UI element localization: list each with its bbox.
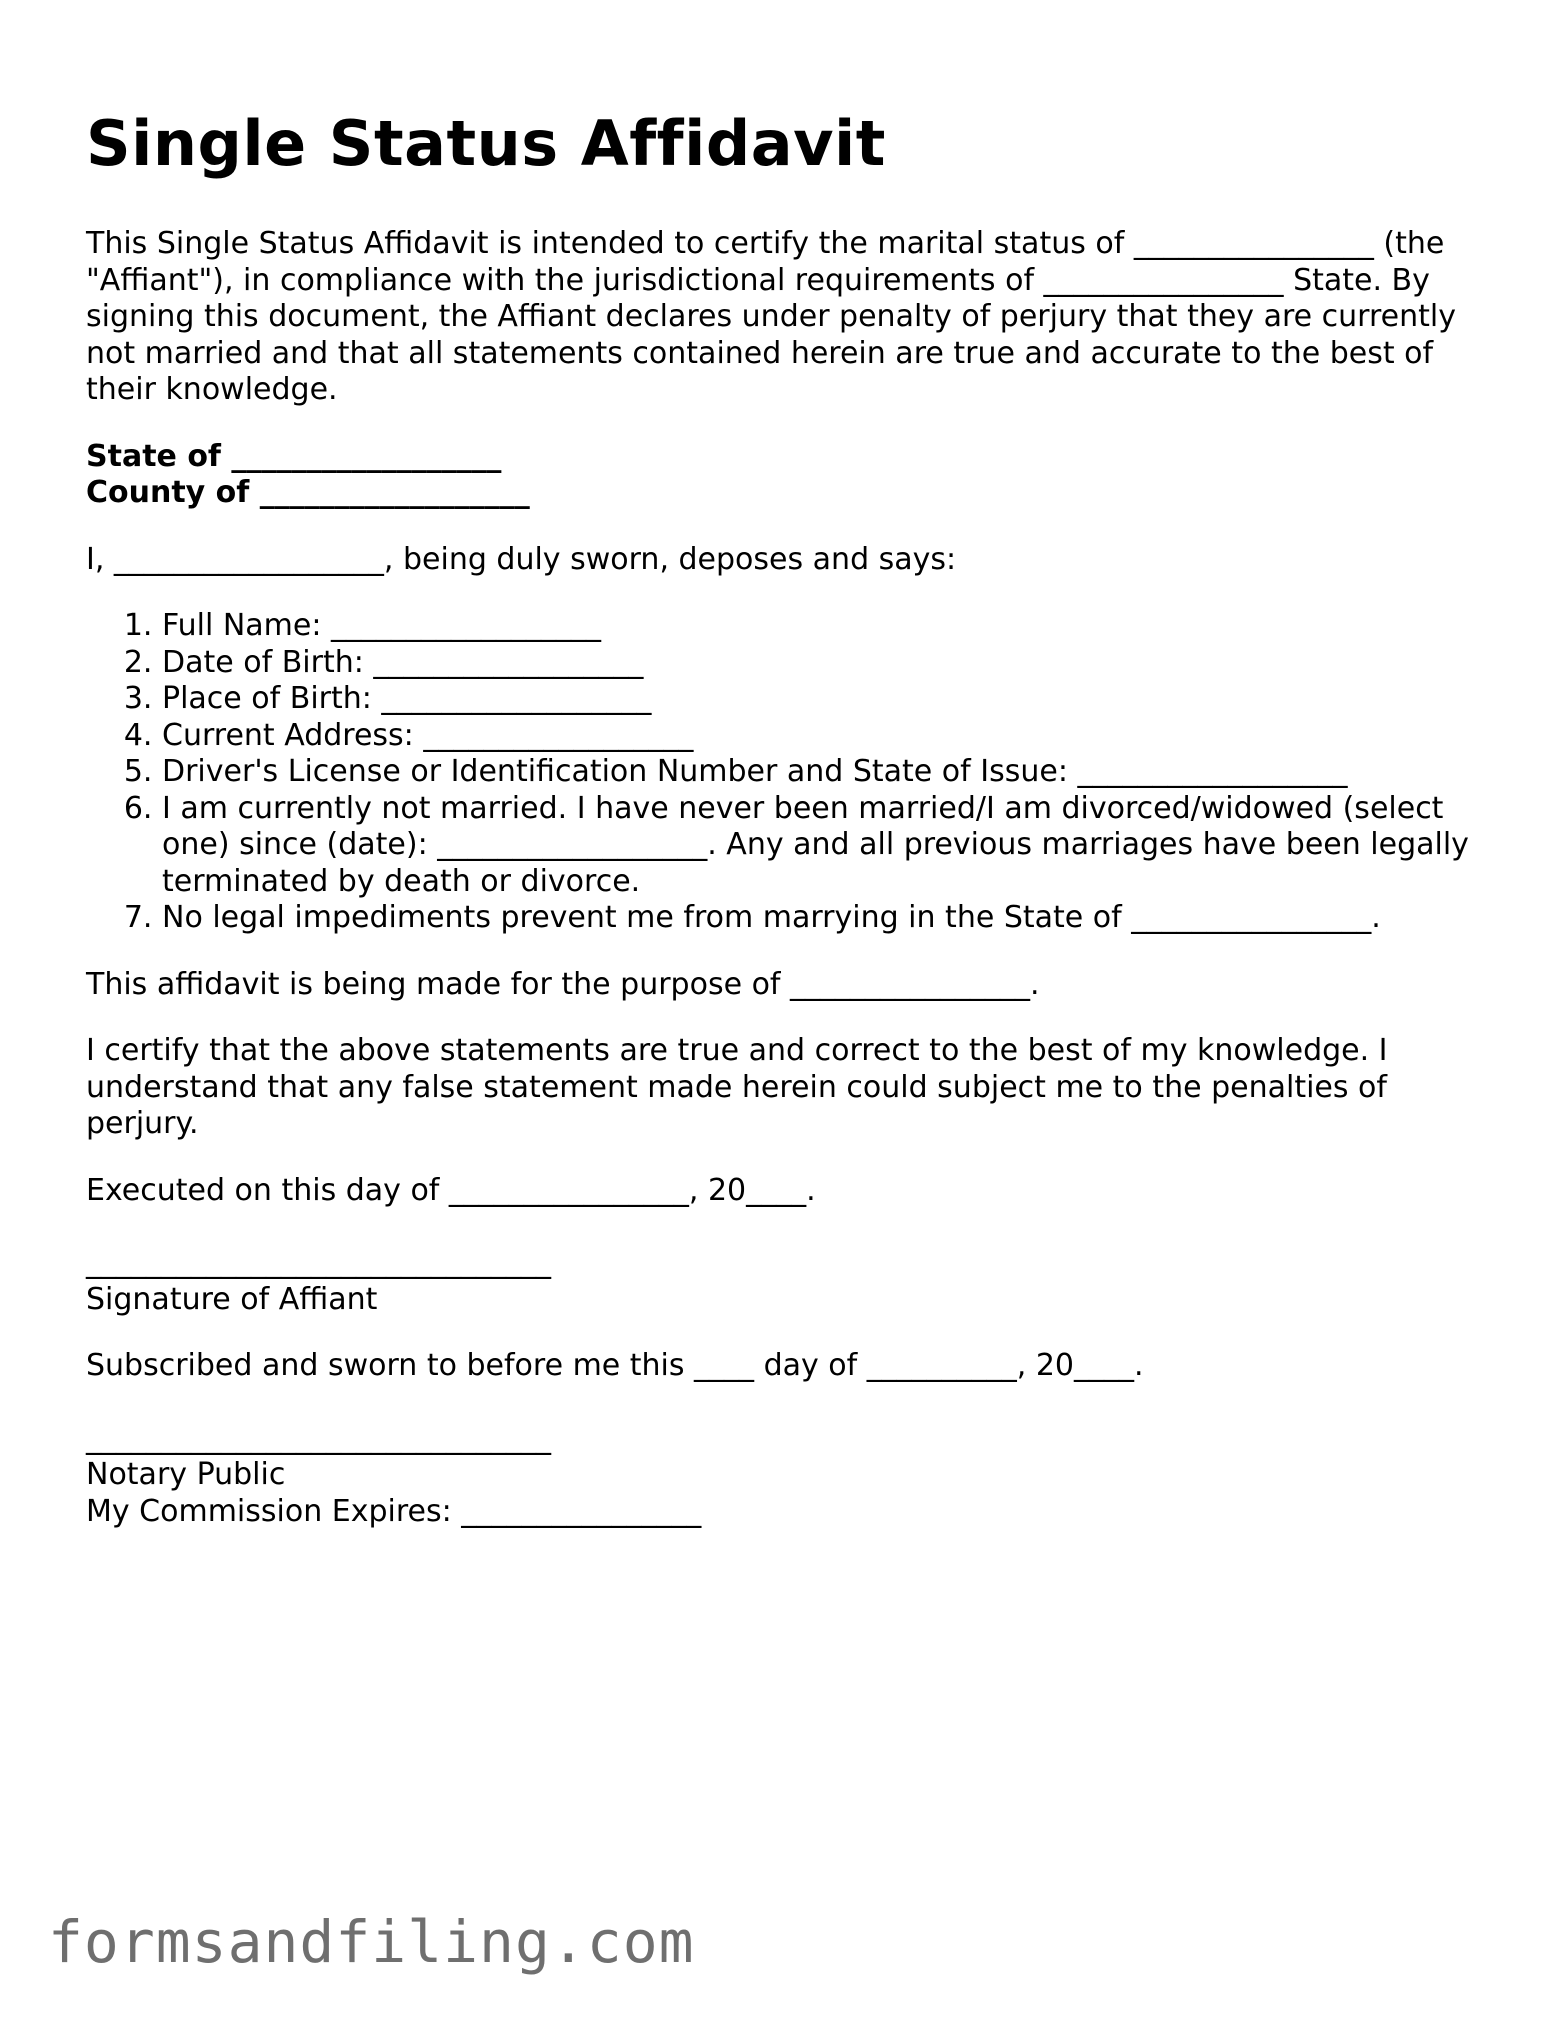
list-item-license-number: 5. Driver's License or Identification Number and State of Issue: __________________ bbox=[162, 754, 1486, 791]
commission-expires-line: My Commission Expires: ________________ bbox=[86, 1493, 702, 1529]
list-item-place-of-birth: 3. Place of Birth: __________________ bbox=[162, 681, 1486, 718]
document-title: Single Status Affidavit bbox=[86, 107, 886, 180]
list-item-full-name: 1. Full Name: __________________ bbox=[162, 608, 1486, 645]
notary-public-label: Notary Public bbox=[86, 1457, 286, 1492]
affiant-signature-label: Signature of Affiant bbox=[86, 1281, 378, 1317]
list-item-legal-impediments: 7. No legal impediments prevent me from marrying in the State of ________________. bbox=[162, 900, 1486, 937]
affidavit-page bbox=[86, 108, 1486, 1530]
state-of-line: State of __________________ bbox=[86, 438, 502, 474]
oath-statement: I, __________________, being duly sworn, deposes and says: bbox=[86, 541, 957, 577]
notary-signature-line: _______________________________ bbox=[86, 1420, 551, 1456]
county-of-line: County of __________________ bbox=[86, 475, 530, 510]
notary-block bbox=[86, 1421, 1486, 1531]
list-item-current-address: 4. Current Address: __________________ bbox=[162, 718, 1486, 755]
declarations-list bbox=[86, 608, 1486, 937]
executed-date-line: Executed on this day of ________________, 20____. bbox=[86, 1172, 816, 1208]
watermark: formsandfiling.com bbox=[48, 1908, 695, 1976]
venue-block bbox=[86, 439, 1486, 512]
intro-paragraph: This Single Status Affidavit is intended to certify the marital status of ________________ (the "Affiant"), in compliance with the jurisdictional requirements of ________________ State. By signing this document, the Affiant declares under penalty of perjury that they are currently not married and that all statements contained herein are true and accurate to the best of their knowledge. bbox=[86, 226, 1456, 407]
list-item-marital-status: 6. I am currently not married. I have never been married/I am divorced/widowed (select one) since (date): __________________. Any and all previous marriages have been legally terminated by death or divorce. bbox=[162, 791, 1486, 901]
certification-statement: I certify that the above statements are true and correct to the best of my knowledge. I understand that any false statement made herein could subject me to the penalties of perjury. bbox=[86, 1033, 1388, 1141]
affiant-signature-block bbox=[86, 1245, 1486, 1318]
purpose-statement: This affidavit is being made for the purpose of ________________. bbox=[86, 966, 1040, 1002]
list-item-date-of-birth: 2. Date of Birth: __________________ bbox=[162, 645, 1486, 682]
subscribed-sworn-line: Subscribed and sworn to before me this ____ day of __________, 20____. bbox=[86, 1348, 1144, 1383]
affiant-signature-line: _______________________________ bbox=[86, 1245, 551, 1280]
